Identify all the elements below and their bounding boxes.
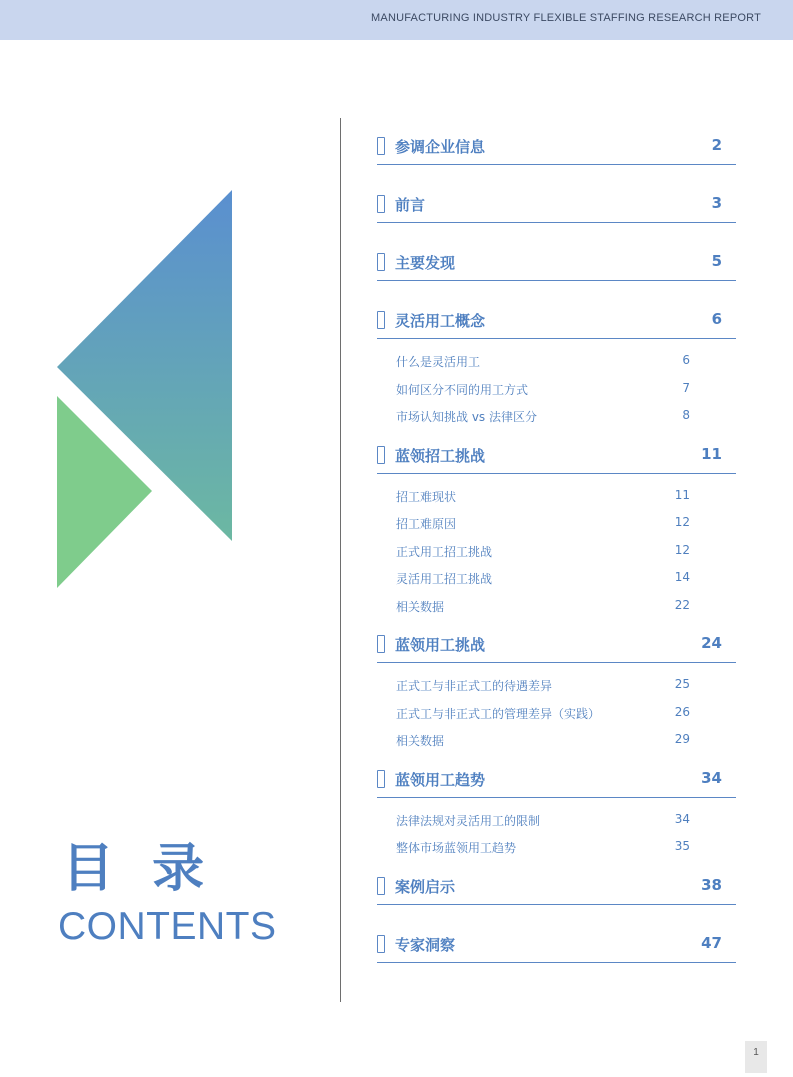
- toc-subsection-label: 正式工与非正式工的待遇差异: [396, 679, 553, 693]
- bracket-icon: [377, 935, 385, 953]
- toc-section: [377, 626, 736, 754]
- toc-subsection-label: 相关数据: [396, 734, 445, 748]
- toc-section: [377, 186, 736, 223]
- toc-section-row[interactable]: [377, 128, 736, 165]
- toc-subsection-row[interactable]: [377, 592, 736, 620]
- toc-section: [377, 437, 736, 620]
- toc-subsection-label: 什么是灵活用工: [396, 355, 481, 369]
- toc-section: [377, 926, 736, 963]
- toc-subsection-row[interactable]: [377, 671, 736, 699]
- toc-subsection-page: 14: [674, 570, 690, 584]
- toc-subsection-row[interactable]: [377, 347, 736, 375]
- toc-subsection-list: [377, 798, 736, 861]
- bracket-icon: [377, 253, 385, 271]
- toc-section-page: 5: [711, 252, 722, 270]
- toc-section-page: 38: [701, 875, 722, 894]
- toc-section: [377, 244, 736, 281]
- toc-section-row[interactable]: [377, 186, 736, 223]
- toc-subsection-label: 正式工与非正式工的管理差异（实践）: [396, 706, 601, 721]
- toc-section: [377, 761, 736, 861]
- toc-section: [377, 302, 736, 430]
- toc-section-label: 专家洞察: [395, 935, 456, 954]
- toc-subsection-label: 灵活用工招工挑战: [396, 572, 493, 586]
- toc-subsection-label: 招工难原因: [396, 517, 457, 531]
- toc-section-label: 蓝领招工挑战: [395, 446, 486, 465]
- toc-section-label: 参调企业信息: [395, 138, 486, 156]
- toc-subsection-page: 11: [674, 487, 690, 502]
- decorative-triangles: [0, 0, 340, 600]
- toc-subsection-label: 招工难现状: [396, 489, 457, 504]
- toc-subsection-label: 整体市场蓝领用工趋势: [396, 841, 517, 855]
- toc-section-label: 灵活用工概念: [395, 312, 486, 330]
- toc-section: [377, 128, 736, 165]
- toc-section-row[interactable]: [377, 626, 736, 663]
- toc-section: [377, 868, 736, 905]
- toc-subsection-row[interactable]: [377, 806, 736, 834]
- bracket-icon: [377, 877, 385, 895]
- toc-subsection-page: 34: [674, 811, 690, 826]
- toc-subsection-page: 12: [674, 542, 690, 557]
- contents-title-en: CONTENTS: [58, 905, 277, 948]
- report-title-header: MANUFACTURING INDUSTRY FLEXIBLE STAFFING RESEARCH REPORT: [371, 12, 761, 24]
- toc-subsection-page: 25: [674, 677, 690, 691]
- toc-subsection-page: 35: [674, 839, 690, 853]
- toc-subsection-row[interactable]: [377, 509, 736, 537]
- toc-subsection-page: 8: [682, 408, 690, 422]
- bracket-icon: [377, 311, 385, 329]
- contents-title-cn: 目 录: [62, 838, 215, 899]
- toc-subsection-page: 6: [682, 353, 690, 367]
- toc-subsection-page: 26: [674, 704, 690, 719]
- toc-subsection-row[interactable]: [377, 726, 736, 754]
- toc-section-page: 47: [701, 933, 722, 952]
- toc-section-row[interactable]: [377, 437, 736, 474]
- bracket-icon: [377, 137, 385, 155]
- toc-section-label: 主要发现: [395, 254, 456, 272]
- toc-subsection-page: 7: [682, 380, 690, 395]
- toc-section-page: 6: [711, 310, 722, 328]
- toc-section-label: 蓝领用工趋势: [395, 770, 486, 789]
- toc-subsection-list: [377, 474, 736, 620]
- vertical-divider: [340, 118, 341, 1002]
- toc-section-row[interactable]: [377, 302, 736, 339]
- toc-section-label: 案例启示: [395, 877, 456, 896]
- toc-subsection-label: 正式用工招工挑战: [396, 544, 493, 559]
- toc-subsection-label: 相关数据: [396, 599, 445, 614]
- toc-section-row[interactable]: [377, 868, 736, 905]
- toc-subsection-row[interactable]: [377, 482, 736, 510]
- toc-subsection-row[interactable]: [377, 564, 736, 592]
- toc-subsection-list: [377, 339, 736, 430]
- toc-subsection-page: 12: [674, 515, 690, 529]
- toc-subsection-label: 法律法规对灵活用工的限制: [396, 813, 541, 828]
- toc-subsection-row[interactable]: [377, 402, 736, 430]
- toc-section-row[interactable]: [377, 244, 736, 281]
- bracket-icon: [377, 195, 385, 213]
- toc-subsection-page: 22: [674, 597, 690, 612]
- toc-section-row[interactable]: [377, 761, 736, 798]
- toc-subsection-label: 市场认知挑战 vs 法律区分: [396, 410, 537, 424]
- toc-section-page: 11: [701, 444, 722, 463]
- toc-section-label: 蓝领用工挑战: [395, 636, 486, 654]
- toc-subsection-row[interactable]: [377, 537, 736, 565]
- toc-subsection-page: 29: [674, 732, 690, 746]
- toc-section-page: 34: [701, 768, 722, 787]
- toc-section-page: 3: [711, 194, 722, 212]
- bracket-icon: [377, 635, 385, 653]
- toc-subsection-row[interactable]: [377, 833, 736, 861]
- page-number: 1: [745, 1041, 767, 1073]
- toc-subsection-row[interactable]: [377, 699, 736, 727]
- bracket-icon: [377, 770, 385, 788]
- bracket-icon: [377, 446, 385, 464]
- toc-section-page: 24: [701, 634, 722, 652]
- toc-section-label: 前言: [395, 196, 426, 214]
- toc-subsection-list: [377, 663, 736, 754]
- toc-subsection-row[interactable]: [377, 375, 736, 403]
- table-of-contents: [377, 128, 736, 963]
- toc-section-page: 2: [711, 136, 722, 154]
- toc-section-row[interactable]: [377, 926, 736, 963]
- toc-subsection-label: 如何区分不同的用工方式: [396, 382, 529, 397]
